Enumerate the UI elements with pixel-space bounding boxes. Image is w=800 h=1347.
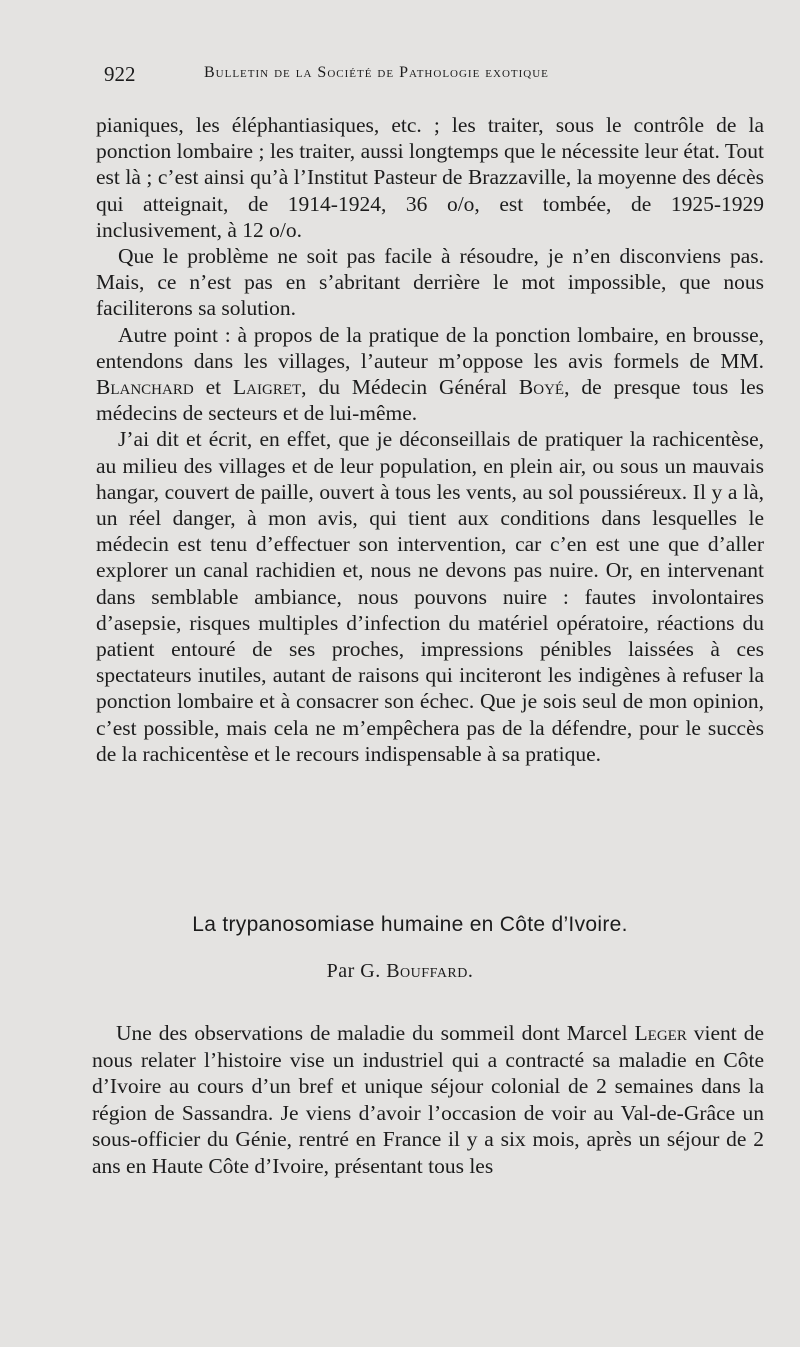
byline <box>0 960 800 983</box>
author-name: Boyé <box>518 375 565 400</box>
paragraph-text: , du Médecin Général <box>301 375 519 400</box>
paragraph <box>92 1020 764 1179</box>
paragraph-text: Autre point : à propos de la pratique de la ponction lombaire, en brousse, entendons dans les villages, l’auteur m’oppose les avis formels de MM. <box>96 322 764 373</box>
page-number: 922 <box>104 62 136 86</box>
previous-article-text <box>96 112 764 767</box>
paragraph <box>96 322 764 427</box>
paragraph: J’ai dit et écrit, en effet, que je déconseillais de pratiquer la rachicentèse, au milieu des villages et de leur population, en plein air, ou sous un mauvais hangar, couvert de paille, ouvert à tous les vents, au sol poussiéreux. Il y a là, un réel danger, à mon avis, qui tient aux conditions dans lesquelles le médecin est tenu d’effectuer son intervention, car c’en est une que d’aller explorer un canal rachidien et, nous ne devons pas nuire. Or, en intervenant dans semblable ambiance, nous pouvons nuire : fautes involontaires d’asepsie, risques multiples d’infection du matériel opératoire, réactions du patient entouré de ses proches, impressions pénibles laissées à ces spectateurs inutiles, autant de raisons qui inciteront les indigènes à refuser la ponction lombaire et à consacrer son échec. Que je sois seul de mon opinion, c’est possible, mais cela ne m’empêchera pas de la défendre, pour le succès de la rachicentèse et le recours indispensable à sa pratique. <box>96 427 764 766</box>
paragraph-text: Une des observations de maladie du sommeil dont Marcel <box>116 1021 635 1045</box>
article-author: Bouffard. <box>386 960 474 982</box>
byline-prefix: Par G. <box>326 960 387 982</box>
running-header <box>104 62 744 92</box>
running-title: Bulletin de la Société de Pathologie exotique <box>204 64 549 81</box>
author-name: Laigret <box>233 375 302 400</box>
paragraph-text: vient de nous relater l’histoire vise un industriel qui a contracté sa maladie en Côte d’Ivoire au cours d’un bref et unique séjour colonial de 2 semaines dans la région de Sassandra. Je viens d’avoir l’occasion de voir au Val-de-Grâce un sous-officier du Génie, rentré en France il y a six mois, après un séjour de 2 ans en Haute Côte d’Ivoire, présentant tous les <box>92 1021 764 1178</box>
paragraph: pianiques, les éléphantiasiques, etc. ; les traiter, sous le contrôle de la ponction lombaire ; les traiter, aussi longtemps que le nécessite leur état. Tout est là ; c’est ainsi qu’à l’Institut Pasteur de Brazzaville, la moyenne des décès qui atteignait, de 1914-1924, 36 o/o, est tombée, de 1925-1929 inclusivement, à 12 o/o. <box>96 113 764 242</box>
author-name: Blanchard <box>96 375 194 400</box>
paragraph-text: , de presque tous les médecins de secteurs et de lui-même. <box>96 375 764 426</box>
paragraph: Que le problème ne soit pas facile à résoudre, je n’en disconviens pas. Mais, ce n’est pas en s’abritant derrière le mot impossible, que nous faciliterons sa solution. <box>96 244 764 321</box>
article-body <box>92 1020 764 1179</box>
author-name: Leger <box>634 1021 687 1045</box>
article-title: La trypanosomiase humaine en Côte d’Ivoire. <box>192 913 628 936</box>
paragraph-text: et <box>193 375 234 400</box>
